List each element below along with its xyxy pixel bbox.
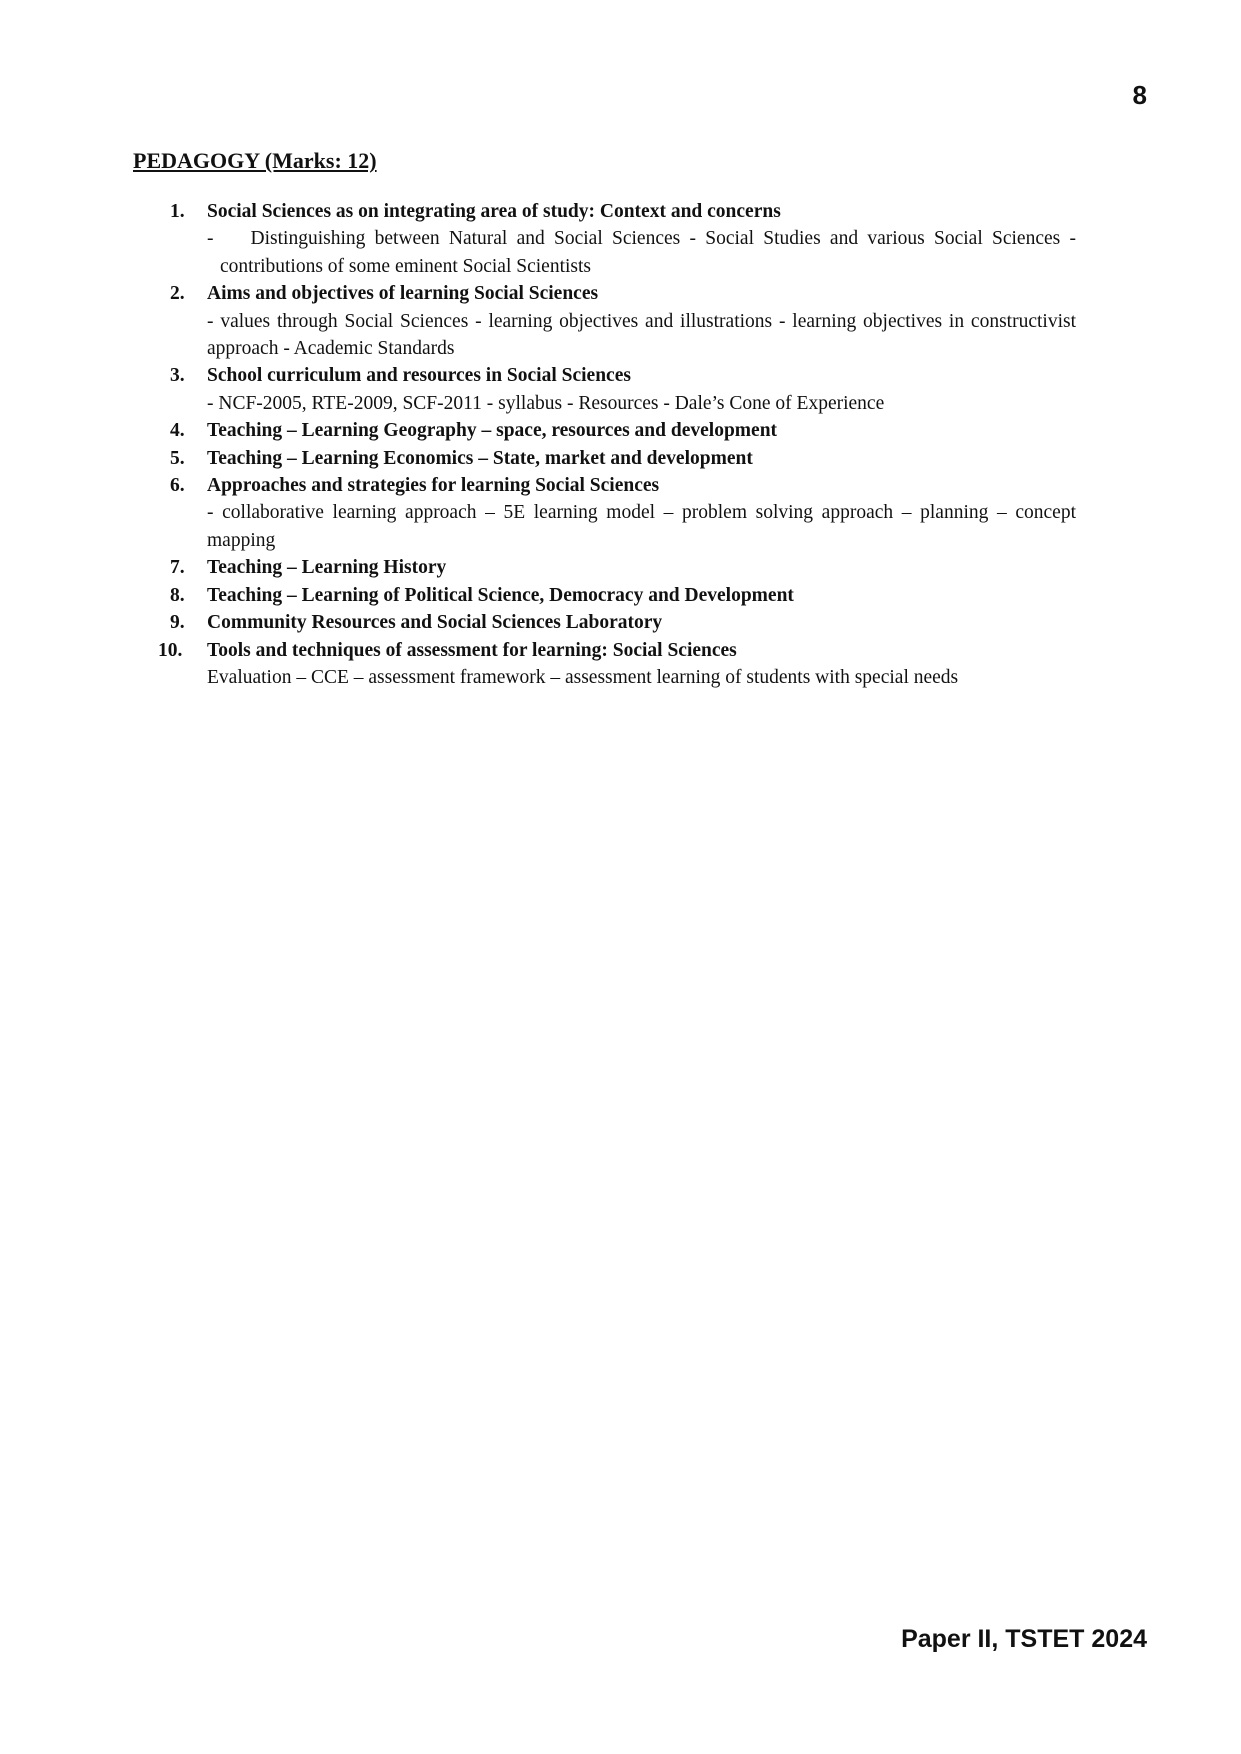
topic-number: 10. [158,639,183,661]
topic-item [158,637,1076,692]
topic-number: 9. [170,612,185,634]
topic-detail: Evaluation – CCE – assessment framework – assessment learning of students with special needs [207,666,959,688]
topic-detail: - values through Social Sciences - learning objectives and illustrations - learning objectives in constructivist approach - Academic Standards [207,310,1076,360]
topic-number: 5. [170,447,185,469]
topic-item [170,609,1076,636]
topic-number: 4. [170,420,185,442]
topic-title: Community Resources and Social Sciences Laboratory [207,612,663,634]
topic-title: School curriculum and resources in Social Sciences [207,365,631,387]
page-number: 8 [1132,80,1147,110]
topic-number: 3. [170,365,185,387]
topic-item [170,445,1076,472]
topic-title: Teaching – Learning Economics – State, market and development [207,447,753,469]
footer-label: Paper II, TSTET 2024 [901,1625,1147,1653]
topic-title: Tools and techniques of assessment for learning: Social Sciences [207,639,737,661]
section-title: PEDAGOGY (Marks: 12) [133,148,377,173]
topic-number: 7. [170,557,185,579]
topic-title: Teaching – Learning History [207,557,447,579]
topic-title: Approaches and strategies for learning Social Sciences [207,475,660,497]
topic-item [170,582,1076,609]
topic-title: Aims and objectives of learning Social Sciences [207,283,599,305]
topic-detail: - Distinguishing between Natural and Social Sciences - Social Studies and various Social Sciences - contributions of some eminent Social Scientists [207,228,1081,277]
topic-number: 6. [170,475,185,497]
topic-title: Teaching – Learning Geography – space, resources and development [207,420,778,442]
topic-detail: - collaborative learning approach – 5E learning model – problem solving approach – planning – concept mapping [207,502,1076,551]
topic-item [170,280,1076,362]
topic-item [170,554,1076,581]
topic-item [170,417,1076,444]
topic-number: 1. [170,201,185,222]
topic-title: Teaching – Learning of Political Science, Democracy and Development [207,584,794,606]
topic-item [170,472,1076,554]
topic-detail: - NCF-2005, RTE-2009, SCF-2011 - syllabus - Resources - Dale’s Cone of Experience [207,392,885,414]
topic-number: 2. [170,283,185,305]
topic-item [170,198,1081,280]
topic-item [170,362,1076,417]
topic-number: 8. [170,584,185,606]
topic-list [158,198,1081,691]
topic-title: Social Sciences as on integrating area of study: Context and concerns [207,201,781,222]
